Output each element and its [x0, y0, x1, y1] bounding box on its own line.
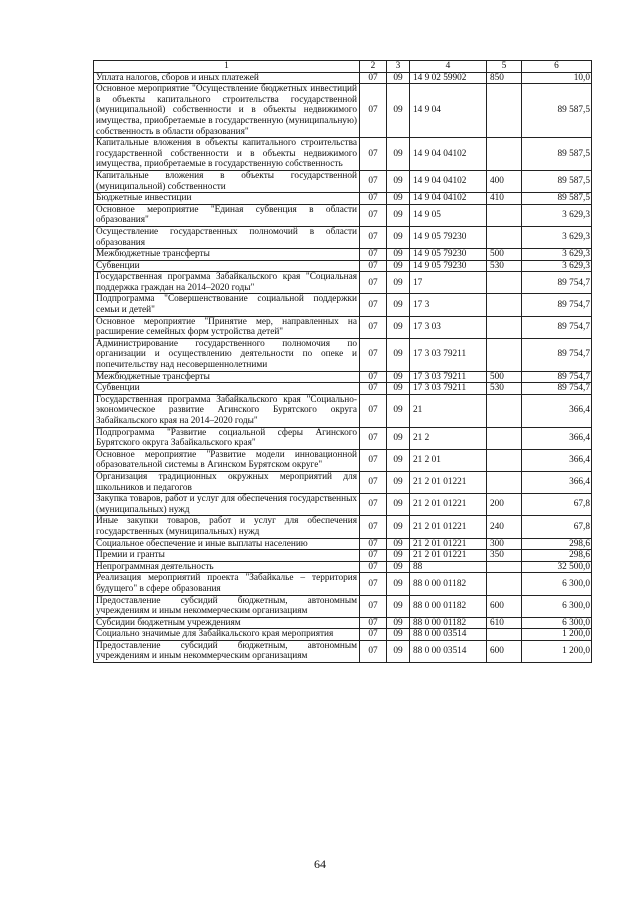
description-cell: Предоставление субсидий бюджетным, автономным учреждениям и иным некоммерческим организациям — [94, 595, 360, 617]
section-cell: 07 — [360, 516, 387, 538]
header-cell: 5 — [487, 61, 522, 73]
header-cell: 4 — [410, 61, 487, 73]
description-cell: Предоставление субсидий бюджетным, автономным учреждениям и иным некоммерческим организациям — [94, 640, 360, 662]
table-row — [94, 316, 592, 338]
description-cell: Иные закупки товаров, работ и услуг для обеспечения государственных (муниципальных) нужд — [94, 516, 360, 538]
table-row — [94, 550, 592, 562]
section-cell: 07 — [360, 84, 387, 138]
section-cell: 07 — [360, 427, 387, 449]
table-row — [94, 538, 592, 550]
table-row — [94, 573, 592, 595]
amount-cell: 3 629,3 — [522, 204, 592, 226]
description-cell: Государственная программа Забайкальского края "Социально-экономическое развитие Агинского Бурятского округа Забайкальского края на 2014–2020 годы" — [94, 394, 360, 427]
description-cell: Основное мероприятие "Единая субвенция в области образования" — [94, 204, 360, 226]
amount-cell: 366,4 — [522, 471, 592, 493]
table-row — [94, 138, 592, 171]
amount-cell: 3 629,3 — [522, 249, 592, 261]
table-row — [94, 72, 592, 84]
subsection-cell: 09 — [387, 138, 410, 171]
expense-type-cell: 410 — [487, 193, 522, 205]
section-cell: 07 — [360, 193, 387, 205]
description-cell: Государственная программа Забайкальского края "Социальная поддержка граждан на 2014–2020 годы" — [94, 272, 360, 294]
target-code-cell: 14 9 04 04102 — [410, 193, 487, 205]
target-code-cell: 88 0 00 03514 — [410, 629, 487, 641]
target-code-cell: 88 0 00 01182 — [410, 595, 487, 617]
section-cell: 07 — [360, 316, 387, 338]
target-code-cell: 17 — [410, 272, 487, 294]
target-code-cell: 14 9 04 04102 — [410, 170, 487, 192]
subsection-cell: 09 — [387, 294, 410, 316]
subsection-cell: 09 — [387, 629, 410, 641]
expense-type-cell — [487, 204, 522, 226]
section-cell: 07 — [360, 573, 387, 595]
target-code-cell: 17 3 03 79211 — [410, 338, 487, 371]
description-cell: Межбюджетные трансферты — [94, 249, 360, 261]
expense-type-cell — [487, 629, 522, 641]
expense-type-cell: 600 — [487, 595, 522, 617]
subsection-cell: 09 — [387, 471, 410, 493]
amount-cell: 32 500,0 — [522, 561, 592, 573]
target-code-cell: 14 9 02 59902 — [410, 72, 487, 84]
expense-type-cell — [487, 449, 522, 471]
target-code-cell: 14 9 05 — [410, 204, 487, 226]
amount-cell: 89 754,7 — [522, 371, 592, 383]
table-row — [94, 595, 592, 617]
subsection-cell: 09 — [387, 427, 410, 449]
subsection-cell: 09 — [387, 640, 410, 662]
amount-cell: 298,6 — [522, 538, 592, 550]
header-cell: 3 — [387, 61, 410, 73]
subsection-cell: 09 — [387, 550, 410, 562]
amount-cell: 89 754,7 — [522, 272, 592, 294]
target-code-cell: 21 2 01 01221 — [410, 550, 487, 562]
section-cell: 07 — [360, 371, 387, 383]
amount-cell: 89 754,7 — [522, 316, 592, 338]
expense-type-cell — [487, 138, 522, 171]
subsection-cell: 09 — [387, 260, 410, 272]
table-row — [94, 617, 592, 629]
section-cell: 07 — [360, 260, 387, 272]
header-cell: 2 — [360, 61, 387, 73]
section-cell: 07 — [360, 449, 387, 471]
expense-type-cell — [487, 561, 522, 573]
target-code-cell: 21 2 01 01221 — [410, 516, 487, 538]
table-row — [94, 84, 592, 138]
subsection-cell: 09 — [387, 226, 410, 248]
description-cell: Администрирование государственного полномочия по организации и осуществлению деятельности по опеке и попечительству над несовершеннолетними — [94, 338, 360, 371]
description-cell: Межбюджетные трансферты — [94, 371, 360, 383]
expense-type-cell: 300 — [487, 538, 522, 550]
target-code-cell: 14 9 04 04102 — [410, 138, 487, 171]
section-cell: 07 — [360, 561, 387, 573]
table-row — [94, 394, 592, 427]
section-cell: 07 — [360, 629, 387, 641]
section-cell: 07 — [360, 394, 387, 427]
description-cell: Основное мероприятие "Развитие модели инновационной образовательной системы в Агинском Бурятском округе" — [94, 449, 360, 471]
amount-cell: 3 629,3 — [522, 260, 592, 272]
amount-cell: 10,0 — [522, 72, 592, 84]
description-cell: Осуществление государственных полномочий в области образования — [94, 226, 360, 248]
target-code-cell: 14 9 05 79230 — [410, 260, 487, 272]
expense-type-cell — [487, 471, 522, 493]
amount-cell: 89 587,5 — [522, 170, 592, 192]
subsection-cell: 09 — [387, 516, 410, 538]
amount-cell: 1 200,0 — [522, 629, 592, 641]
table-row — [94, 383, 592, 395]
table-row — [94, 449, 592, 471]
target-code-cell: 88 0 00 01182 — [410, 617, 487, 629]
target-code-cell: 21 2 01 01221 — [410, 494, 487, 516]
target-code-cell: 14 9 05 79230 — [410, 226, 487, 248]
table-row — [94, 427, 592, 449]
expense-type-cell — [487, 573, 522, 595]
table-row — [94, 226, 592, 248]
table-row — [94, 629, 592, 641]
table-row — [94, 561, 592, 573]
section-cell: 07 — [360, 538, 387, 550]
subsection-cell: 09 — [387, 617, 410, 629]
description-cell: Бюджетные инвестиции — [94, 193, 360, 205]
subsection-cell: 09 — [387, 449, 410, 471]
subsection-cell: 09 — [387, 72, 410, 84]
table-row — [94, 640, 592, 662]
target-code-cell: 17 3 — [410, 294, 487, 316]
subsection-cell: 09 — [387, 371, 410, 383]
target-code-cell: 14 9 05 79230 — [410, 249, 487, 261]
section-cell: 07 — [360, 294, 387, 316]
section-cell: 07 — [360, 338, 387, 371]
section-cell: 07 — [360, 138, 387, 171]
description-cell: Закупка товаров, работ и услуг для обеспечения государственных (муниципальных) нужд — [94, 494, 360, 516]
subsection-cell: 09 — [387, 538, 410, 550]
section-cell: 07 — [360, 170, 387, 192]
description-cell: Подпрограмма "Развитие социальной сферы Агинского Бурятского округа Забайкальского края" — [94, 427, 360, 449]
amount-cell: 6 300,0 — [522, 617, 592, 629]
subsection-cell: 09 — [387, 383, 410, 395]
section-cell: 07 — [360, 249, 387, 261]
description-cell: Реализация мероприятий проекта "Забайкалье – территория будущего" в сфере образования — [94, 573, 360, 595]
section-cell: 07 — [360, 494, 387, 516]
amount-cell: 6 300,0 — [522, 573, 592, 595]
table-row — [94, 338, 592, 371]
amount-cell: 366,4 — [522, 394, 592, 427]
subsection-cell: 09 — [387, 316, 410, 338]
expense-type-cell: 200 — [487, 494, 522, 516]
description-cell: Социально значимые для Забайкальского края мероприятия — [94, 629, 360, 641]
expense-type-cell — [487, 272, 522, 294]
header-cell: 6 — [522, 61, 592, 73]
page-number: 64 — [314, 857, 326, 871]
amount-cell: 89 587,5 — [522, 138, 592, 171]
target-code-cell: 21 — [410, 394, 487, 427]
section-cell: 07 — [360, 617, 387, 629]
amount-cell: 89 754,7 — [522, 383, 592, 395]
subsection-cell: 09 — [387, 595, 410, 617]
description-cell: Субвенции — [94, 260, 360, 272]
description-cell: Подпрограмма "Совершенствование социальной поддержки семьи и детей" — [94, 294, 360, 316]
amount-cell: 1 200,0 — [522, 640, 592, 662]
target-code-cell: 21 2 01 — [410, 449, 487, 471]
target-code-cell: 21 2 — [410, 427, 487, 449]
table-header-row — [94, 61, 592, 73]
section-cell: 07 — [360, 550, 387, 562]
amount-cell: 67,8 — [522, 494, 592, 516]
amount-cell: 89 587,5 — [522, 84, 592, 138]
description-cell: Субсидии бюджетным учреждениям — [94, 617, 360, 629]
table-row — [94, 494, 592, 516]
expense-type-cell — [487, 226, 522, 248]
amount-cell: 3 629,3 — [522, 226, 592, 248]
section-cell: 07 — [360, 640, 387, 662]
target-code-cell: 21 2 01 01221 — [410, 471, 487, 493]
subsection-cell: 09 — [387, 193, 410, 205]
description-cell: Капитальные вложения в объекты государственной (муниципальной) собственности — [94, 170, 360, 192]
target-code-cell: 21 2 01 01221 — [410, 538, 487, 550]
section-cell: 07 — [360, 383, 387, 395]
description-cell: Капитальные вложения в объекты капитального строительства государственной собственности и в объекты недвижимого имущества, приобретаемые в государственную собственность — [94, 138, 360, 171]
description-cell: Основное мероприятие "Принятие мер, направленных на расширение семейных форм устройства детей" — [94, 316, 360, 338]
section-cell: 07 — [360, 595, 387, 617]
amount-cell: 6 300,0 — [522, 595, 592, 617]
subsection-cell: 09 — [387, 170, 410, 192]
amount-cell: 89 587,5 — [522, 193, 592, 205]
target-code-cell: 88 0 00 01182 — [410, 573, 487, 595]
section-cell: 07 — [360, 272, 387, 294]
subsection-cell: 09 — [387, 394, 410, 427]
subsection-cell: 09 — [387, 249, 410, 261]
target-code-cell: 17 3 03 79211 — [410, 371, 487, 383]
expense-type-cell — [487, 394, 522, 427]
table-row — [94, 204, 592, 226]
subsection-cell: 09 — [387, 561, 410, 573]
subsection-cell: 09 — [387, 494, 410, 516]
amount-cell: 366,4 — [522, 449, 592, 471]
description-cell: Основное мероприятие "Осуществление бюджетных инвестиций в объекты капитального строительства государственной (муниципальной) собственности и в объекты недвижимого имущества, приобретаемые в государственную (муниципальную) собственность в области образования" — [94, 84, 360, 138]
target-code-cell: 17 3 03 79211 — [410, 383, 487, 395]
budget-table — [93, 60, 592, 663]
subsection-cell: 09 — [387, 84, 410, 138]
table-row — [94, 260, 592, 272]
subsection-cell: 09 — [387, 204, 410, 226]
amount-cell: 67,8 — [522, 516, 592, 538]
table-row — [94, 371, 592, 383]
expense-type-cell: 530 — [487, 260, 522, 272]
description-cell: Непрограммная деятельность — [94, 561, 360, 573]
description-cell: Субвенции — [94, 383, 360, 395]
target-code-cell: 14 9 04 — [410, 84, 487, 138]
table-row — [94, 193, 592, 205]
section-cell: 07 — [360, 226, 387, 248]
expense-type-cell: 240 — [487, 516, 522, 538]
description-cell: Организация традиционных окружных мероприятий для школьников и педагогов — [94, 471, 360, 493]
target-code-cell: 17 3 03 — [410, 316, 487, 338]
amount-cell: 89 754,7 — [522, 294, 592, 316]
table-row — [94, 272, 592, 294]
table-row — [94, 516, 592, 538]
description-cell: Премии и гранты — [94, 550, 360, 562]
table-row — [94, 294, 592, 316]
expense-type-cell: 350 — [487, 550, 522, 562]
expense-type-cell: 500 — [487, 371, 522, 383]
expense-type-cell — [487, 294, 522, 316]
expense-type-cell — [487, 427, 522, 449]
expense-type-cell — [487, 338, 522, 371]
subsection-cell: 09 — [387, 338, 410, 371]
target-code-cell: 88 — [410, 561, 487, 573]
expense-type-cell — [487, 84, 522, 138]
expense-type-cell: 600 — [487, 640, 522, 662]
expense-type-cell: 500 — [487, 249, 522, 261]
amount-cell: 298,6 — [522, 550, 592, 562]
expense-type-cell — [487, 316, 522, 338]
section-cell: 07 — [360, 204, 387, 226]
section-cell: 07 — [360, 471, 387, 493]
description-cell: Социальное обеспечение и иные выплаты населению — [94, 538, 360, 550]
expense-type-cell: 850 — [487, 72, 522, 84]
table-row — [94, 249, 592, 261]
expense-type-cell: 610 — [487, 617, 522, 629]
target-code-cell: 88 0 00 03514 — [410, 640, 487, 662]
expense-type-cell: 530 — [487, 383, 522, 395]
table-row — [94, 170, 592, 192]
subsection-cell: 09 — [387, 573, 410, 595]
table-row — [94, 471, 592, 493]
expense-type-cell: 400 — [487, 170, 522, 192]
section-cell: 07 — [360, 72, 387, 84]
amount-cell: 366,4 — [522, 427, 592, 449]
header-cell: 1 — [94, 61, 360, 73]
amount-cell: 89 754,7 — [522, 338, 592, 371]
subsection-cell: 09 — [387, 272, 410, 294]
description-cell: Уплата налогов, сборов и иных платежей — [94, 72, 360, 84]
